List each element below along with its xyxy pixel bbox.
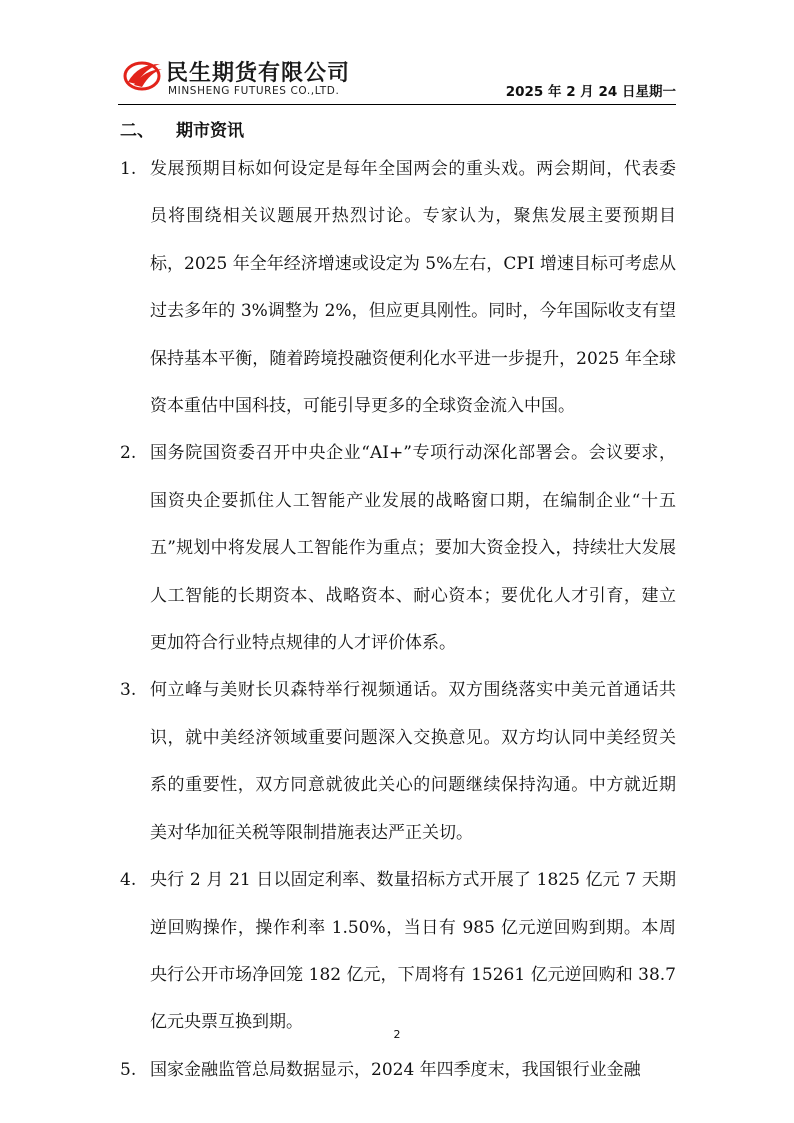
news-list <box>120 146 676 1094</box>
news-item-index: 2. <box>120 443 137 464</box>
news-item <box>120 430 676 667</box>
news-item-index: 1. <box>120 159 137 179</box>
news-item <box>120 1047 676 1094</box>
page-number: 2 <box>393 1028 401 1041</box>
news-item-text: 发展预期目标如何设定是每年全国两会的重头戏。两会期间，代表委员将围绕相关议题展开热烈讨论。专家认为，聚焦发展主要预期目标，2025 年全年经济增速或设定为 5%左右，CPI 增速目标可考虑从过去多年的 3%调整为 2%，但应更具刚性。同时，今年国际收支有望保持基本平衡，随着跨境投融资便利化水平进一步提升，2025 年全球资本重估中国科技，可能引导更多的全球资金流入中国。 <box>150 159 676 417</box>
report-date: 2025 年 2 月 24 日星期一 <box>505 84 676 100</box>
news-item <box>120 667 676 857</box>
section-title: 期市资讯 <box>176 121 244 141</box>
news-item-text: 何立峰与美财长贝森特举行视频通话。双方围绕落实中美元首通话共识，就中美经济领域重要问题深入交换意见。双方均认同中美经贸关系的重要性，双方同意就彼此关心的问题继续保持沟通。中方就近期美对华加征关税等限制措施表达严正关切。 <box>150 680 676 843</box>
news-item-text: 国家金融监管总局数据显示，2024 年四季度末，我国银行业金融 <box>150 1059 641 1080</box>
section-number: 二、 <box>120 121 154 141</box>
header-divider <box>118 104 676 105</box>
news-item <box>120 857 676 1047</box>
company-name-cn: 民生期货有限公司 <box>166 61 351 86</box>
news-item-index: 4. <box>120 870 137 891</box>
news-item <box>120 146 676 430</box>
news-item-text: 央行 2 月 21 日以固定利率、数量招标方式开展了 1825 亿元 7 天期逆回购操作，操作利率 1.50%，当日有 985 亿元逆回购到期。本周央行公开市场净回笼 182 亿元，下周将有 15261 亿元逆回购和 38.7 亿元央票互换到期。 <box>150 870 676 1033</box>
page-header <box>118 52 676 106</box>
news-item-text: 国务院国资委召开中央企业“AI+”专项行动深化部署会。会议要求，国资央企要抓住人工智能产业发展的战略窗口期，在编制企业“十五五”规划中将发展人工智能作为重点；要加大资金投入，持续壮大发展人工智能的长期资本、战略资本、耐心资本；要优化人才引育，建立更加符合行业特点规律的人才评价体系。 <box>150 443 676 654</box>
company-name-en: MINSHENG FUTURES CO.,LTD. <box>168 85 340 97</box>
news-item-index: 3. <box>120 680 137 701</box>
minsheng-logo-icon <box>122 58 164 92</box>
section-heading <box>120 116 244 141</box>
news-item-index: 5. <box>120 1059 137 1080</box>
